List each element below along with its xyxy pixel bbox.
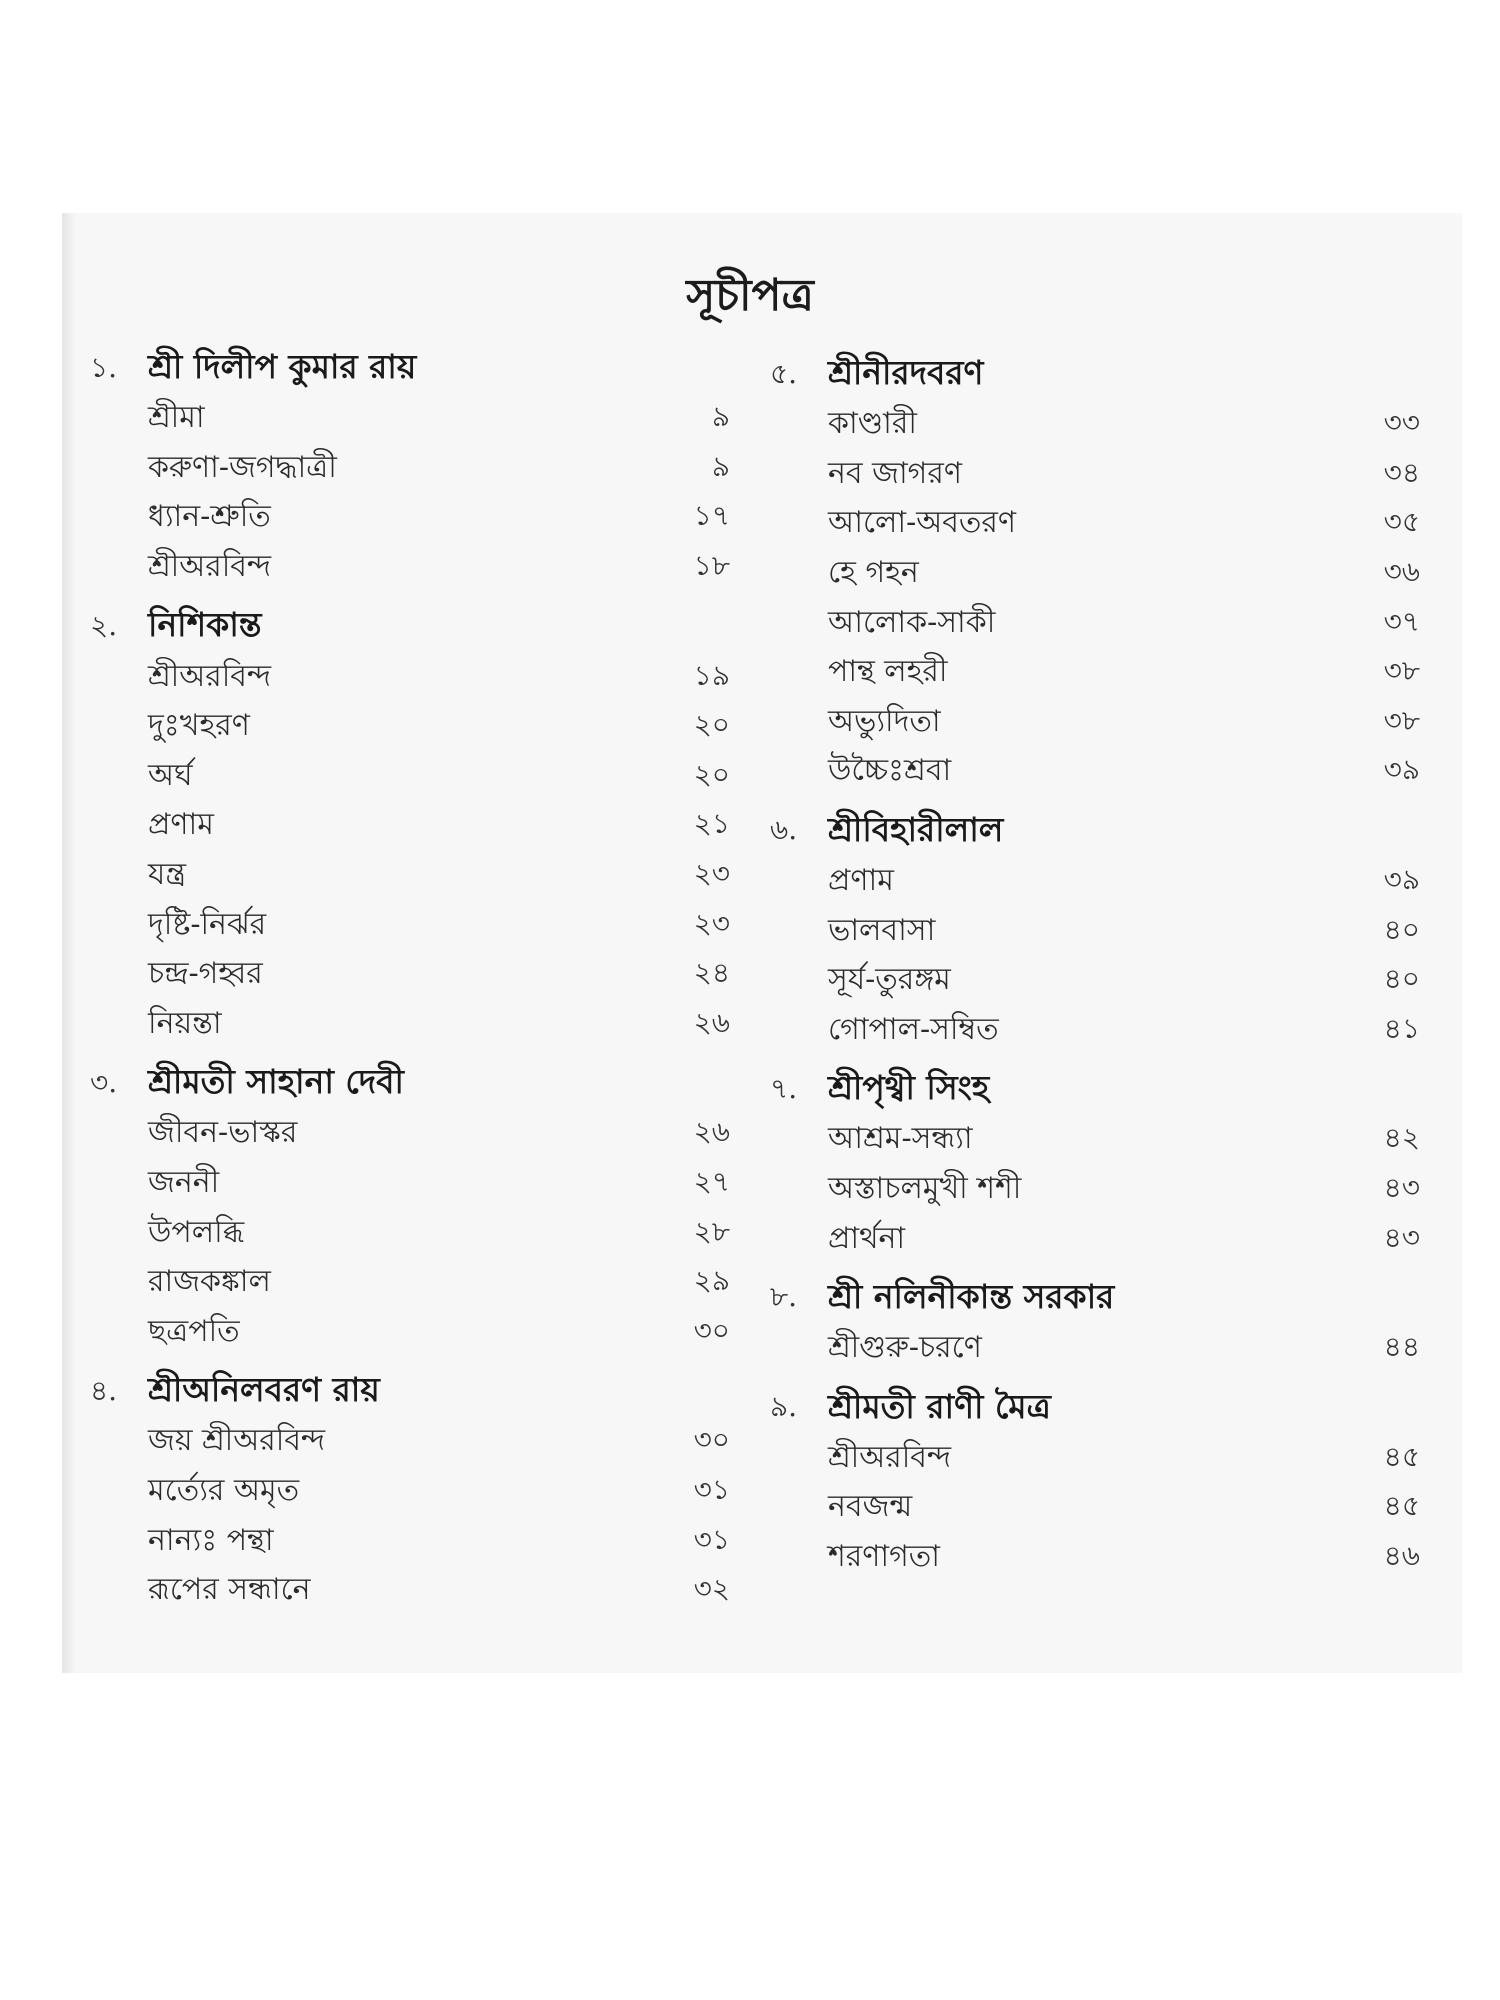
section-heading bbox=[90, 1367, 730, 1417]
entry-title: মর্ত্যের অমৃত bbox=[148, 1472, 300, 1508]
toc-entry bbox=[90, 1159, 730, 1209]
section-number: ২. bbox=[90, 608, 118, 642]
section-author: শ্রীমতী সাহানা দেবী bbox=[148, 1062, 404, 1102]
entry-title: হে গহন bbox=[828, 555, 919, 591]
section-author: শ্রী নলিনীকান্ত সরকার bbox=[828, 1276, 1115, 1316]
entry-page-number: ৩১ bbox=[693, 1522, 730, 1556]
toc-section bbox=[770, 1384, 1420, 1583]
entry-title: আলোক-সাকী bbox=[828, 604, 996, 640]
toc-section bbox=[90, 1059, 730, 1357]
section-number: ৪. bbox=[90, 1373, 118, 1407]
entry-title: চন্দ্র-গহ্বর bbox=[148, 956, 263, 992]
toc-section bbox=[90, 344, 730, 592]
entry-title: শ্রীমা bbox=[148, 400, 205, 436]
entry-page-number: ৪৬ bbox=[1383, 1538, 1420, 1572]
toc-entry bbox=[90, 1467, 730, 1517]
entry-title: ছত্রপতি bbox=[148, 1313, 240, 1349]
entry-page-number: ৩২ bbox=[693, 1572, 730, 1606]
section-number: ৬. bbox=[770, 813, 798, 847]
toc-entry bbox=[90, 493, 730, 543]
entry-title: প্রার্থনা bbox=[828, 1220, 906, 1256]
entry-page-number: ৪০ bbox=[1383, 962, 1420, 996]
toc-section bbox=[770, 1065, 1420, 1264]
entry-page-number: ৩৮ bbox=[1383, 703, 1420, 737]
entry-page-number: ১৯ bbox=[693, 658, 730, 692]
entry-page-number: ২০ bbox=[693, 757, 730, 791]
toc-entry bbox=[770, 747, 1420, 797]
toc-entry bbox=[770, 400, 1420, 450]
section-heading bbox=[770, 1065, 1420, 1115]
entry-page-number: ৪৫ bbox=[1383, 1439, 1420, 1473]
toc-section bbox=[90, 602, 730, 1049]
entry-title: উপলব্ধি bbox=[148, 1214, 245, 1250]
section-author: শ্রীবিহারীলাল bbox=[828, 809, 1004, 849]
entry-page-number: ৪৫ bbox=[1383, 1489, 1420, 1523]
entry-page-number: ৩০ bbox=[693, 1423, 730, 1457]
entry-title: করুণা-জগদ্ধাত্রী bbox=[148, 449, 337, 485]
entry-title: অর্ঘ bbox=[148, 757, 193, 793]
toc-entry bbox=[770, 1165, 1420, 1215]
section-author: শ্রীনীরদবরণ bbox=[828, 353, 984, 392]
entry-title: নিয়ন্তা bbox=[148, 1005, 222, 1041]
section-heading bbox=[90, 1059, 730, 1109]
toc-entry bbox=[90, 752, 730, 802]
section-number: ৯. bbox=[770, 1390, 798, 1423]
entry-title: উচ্চৈঃশ্রবা bbox=[828, 753, 952, 789]
entry-title: দৃষ্টি-নির্ঝর bbox=[148, 906, 267, 942]
entry-title: আশ্রম-সন্ধ্যা bbox=[828, 1121, 973, 1157]
toc-entry bbox=[770, 1434, 1420, 1484]
entry-page-number: ৩৩ bbox=[1383, 406, 1420, 440]
entry-title: নব জাগরণ bbox=[828, 455, 962, 491]
entry-title: শ্রীগুরু-চরণে bbox=[828, 1330, 982, 1366]
toc-entry bbox=[90, 1566, 730, 1616]
toc-entry bbox=[770, 1324, 1420, 1374]
toc-entry bbox=[770, 698, 1420, 748]
entry-page-number: ১৭ bbox=[693, 499, 730, 533]
entry-title: শরণাগতা bbox=[828, 1538, 940, 1574]
toc-entry bbox=[90, 1000, 730, 1050]
toc-section bbox=[90, 1367, 730, 1615]
page-edge-shadow bbox=[62, 213, 76, 1673]
entry-title: নবজন্ম bbox=[828, 1489, 913, 1525]
entry-title: ধ্যান-শ্রুতি bbox=[148, 499, 271, 535]
toc-entry bbox=[90, 702, 730, 752]
page-title: সূচীপত্র bbox=[686, 270, 814, 321]
entry-page-number: ২৩ bbox=[693, 857, 730, 891]
section-author: নিশিকান্ত bbox=[148, 605, 262, 645]
section-heading bbox=[770, 1274, 1420, 1324]
entry-page-number: ৩৯ bbox=[1383, 863, 1420, 897]
toc-entry bbox=[770, 857, 1420, 907]
entry-page-number: ২০ bbox=[693, 708, 730, 742]
section-heading bbox=[90, 344, 730, 394]
toc-entry bbox=[90, 543, 730, 593]
section-author: শ্রীমতী রাণী মৈত্র bbox=[828, 1386, 1051, 1426]
toc-entry bbox=[770, 1533, 1420, 1583]
toc-entry bbox=[770, 598, 1420, 648]
entry-page-number: ২৯ bbox=[693, 1264, 730, 1298]
section-number: ৫. bbox=[770, 356, 798, 390]
section-heading bbox=[770, 807, 1420, 857]
entry-title: জীবন-ভাস্কর bbox=[148, 1115, 298, 1151]
entry-title: প্রণাম bbox=[828, 863, 894, 899]
toc-section bbox=[770, 350, 1420, 797]
toc-entry bbox=[90, 1308, 730, 1358]
toc-entry bbox=[90, 950, 730, 1000]
entry-title: সূর্য-তুরঙ্গম bbox=[828, 962, 951, 998]
entry-title: জয় শ্রীঅরবিন্দ bbox=[148, 1423, 326, 1459]
section-author: শ্রীঅনিলবরণ রায় bbox=[148, 1370, 380, 1410]
toc-entry bbox=[90, 394, 730, 444]
section-heading bbox=[770, 350, 1420, 400]
entry-page-number: ৪০ bbox=[1383, 912, 1420, 946]
toc-entry bbox=[770, 1214, 1420, 1264]
entry-title: ভালবাসা bbox=[828, 912, 936, 948]
entry-title: রূপের সন্ধানে bbox=[148, 1572, 311, 1608]
toc-section bbox=[770, 807, 1420, 1055]
entry-page-number: ৪২ bbox=[1383, 1121, 1420, 1155]
section-number: ১. bbox=[90, 350, 118, 384]
entry-page-number: ৪১ bbox=[1383, 1011, 1420, 1045]
entry-title: গোপাল-সম্বিত bbox=[828, 1011, 999, 1047]
entry-title: নান্যঃ পন্থা bbox=[148, 1522, 274, 1558]
entry-page-number: ২৩ bbox=[693, 906, 730, 940]
entry-page-number: ৯ bbox=[711, 449, 730, 483]
entry-page-number: ৪৩ bbox=[1383, 1220, 1420, 1254]
entry-page-number: ৩৭ bbox=[1383, 604, 1420, 638]
toc-entry bbox=[770, 648, 1420, 698]
entry-page-number: ৯ bbox=[711, 400, 730, 434]
section-heading bbox=[770, 1384, 1420, 1434]
entry-title: শ্রীঅরবিন্দ bbox=[148, 658, 272, 694]
entry-page-number: ২১ bbox=[693, 807, 730, 841]
entry-page-number: ২৬ bbox=[693, 1115, 730, 1149]
section-author: শ্রীপৃথ্বী সিংহ bbox=[828, 1068, 990, 1108]
toc-entry bbox=[770, 450, 1420, 500]
entry-page-number: ২৬ bbox=[693, 1005, 730, 1039]
entry-title: প্রণাম bbox=[148, 807, 214, 843]
entry-page-number: ৩৬ bbox=[1383, 555, 1420, 589]
toc-entry bbox=[90, 1417, 730, 1467]
toc-entry bbox=[90, 1109, 730, 1159]
section-number: ৩. bbox=[90, 1065, 118, 1099]
entry-title: আলো-অবতরণ bbox=[828, 505, 1017, 541]
entry-title: শ্রীঅরবিন্দ bbox=[828, 1439, 952, 1475]
entry-title: পান্থ লহরী bbox=[828, 654, 948, 690]
entry-title: দুঃখহরণ bbox=[148, 708, 250, 744]
entry-page-number: ৪৪ bbox=[1383, 1330, 1420, 1364]
entry-page-number: ৩৯ bbox=[1383, 753, 1420, 787]
toc-entry bbox=[90, 652, 730, 702]
entry-page-number: ২৭ bbox=[693, 1165, 730, 1199]
toc-entry bbox=[90, 444, 730, 494]
toc-entry bbox=[90, 851, 730, 901]
entry-title: অভ্যুদিতা bbox=[828, 703, 941, 739]
section-number: ৮. bbox=[770, 1280, 798, 1314]
toc-entry bbox=[770, 549, 1420, 599]
entry-page-number: ৩১ bbox=[693, 1472, 730, 1506]
toc-entry bbox=[90, 900, 730, 950]
toc-section bbox=[770, 1274, 1420, 1374]
entry-page-number: ৩৫ bbox=[1383, 505, 1420, 539]
entry-title: কাণ্ডারী bbox=[828, 406, 917, 442]
entry-title: অস্তাচলমুখী শশী bbox=[828, 1171, 1022, 1207]
toc-entry bbox=[770, 1483, 1420, 1533]
entry-page-number: ৩০ bbox=[693, 1313, 730, 1347]
toc-entry bbox=[90, 1516, 730, 1566]
entry-title: শ্রীঅরবিন্দ bbox=[148, 549, 272, 585]
entry-page-number: ৩৮ bbox=[1383, 654, 1420, 688]
toc-column-left bbox=[90, 344, 730, 1615]
entry-title: যন্ত্র bbox=[148, 857, 187, 893]
toc-entry bbox=[90, 1258, 730, 1308]
entry-page-number: ২৪ bbox=[693, 956, 730, 990]
toc-entry bbox=[770, 956, 1420, 1006]
toc-entry bbox=[90, 801, 730, 851]
entry-page-number: ৩৪ bbox=[1383, 455, 1420, 489]
section-heading bbox=[90, 602, 730, 652]
section-number: ৭. bbox=[770, 1071, 798, 1105]
toc-entry bbox=[90, 1208, 730, 1258]
toc-entry bbox=[770, 499, 1420, 549]
toc-entry bbox=[770, 1115, 1420, 1165]
entry-title: রাজকঙ্কাল bbox=[148, 1264, 271, 1300]
section-author: শ্রী দিলীপ কুমার রায় bbox=[148, 347, 417, 386]
toc-entry bbox=[770, 1006, 1420, 1056]
entry-page-number: ২৮ bbox=[693, 1214, 730, 1248]
entry-page-number: ১৮ bbox=[693, 549, 730, 583]
entry-title: জননী bbox=[148, 1165, 220, 1201]
toc-entry bbox=[770, 906, 1420, 956]
entry-page-number: ৪৩ bbox=[1383, 1171, 1420, 1205]
toc-column-right bbox=[770, 350, 1420, 1582]
